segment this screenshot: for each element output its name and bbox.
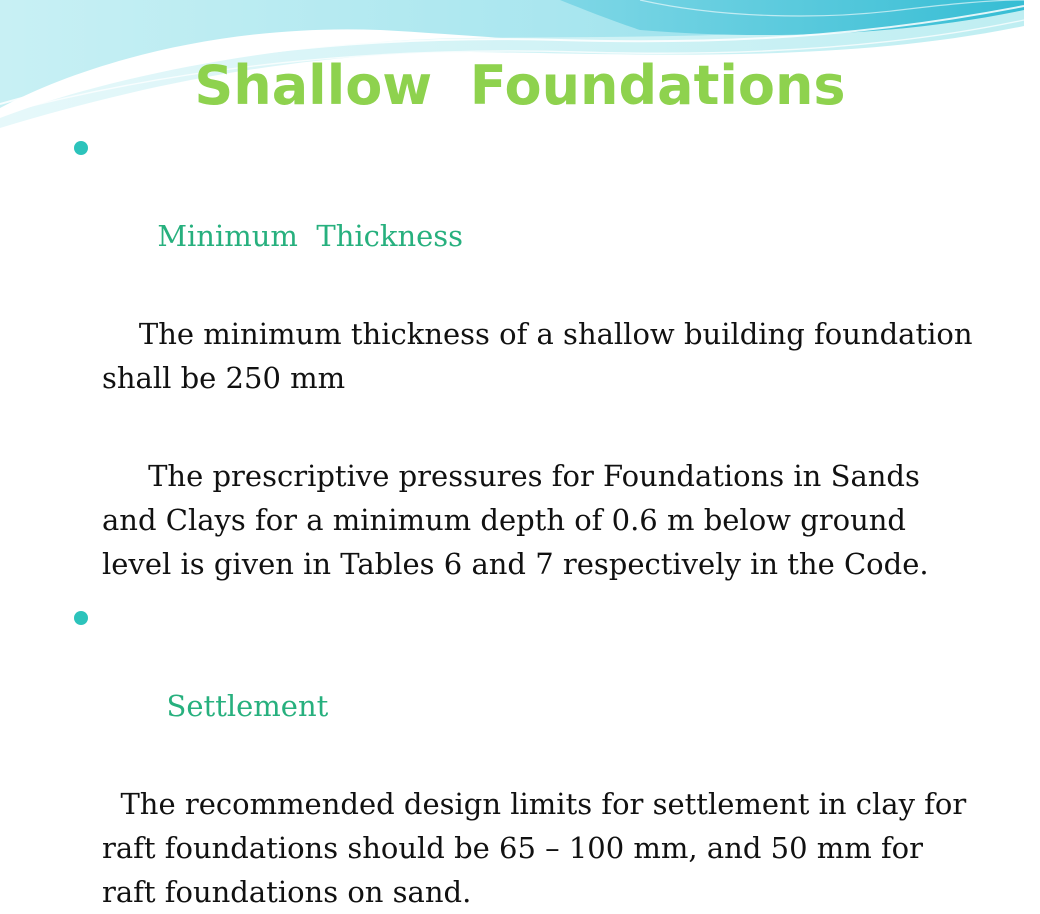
bullet-heading-settlement [72, 596, 982, 772]
bullet-dot-icon [74, 141, 88, 155]
slide-title: Shallow Foundations [194, 54, 846, 117]
bullet-heading-minimum-thickness [72, 126, 982, 302]
paragraph-settlement: The recommended design limits for settlement in clay for raft foundations should be 65 – 100 mm, and 50 mm for raft foundations on sand. [102, 787, 976, 909]
slide-body [72, 126, 982, 914]
paragraph-minimum-thickness: The minimum thickness of a shallow building foundation shall be 250 mm [102, 317, 982, 395]
bullet-dot-icon [74, 611, 88, 625]
paragraph-prescriptive-pressures: The prescriptive pressures for Foundations in Sands and Clays for a minimum depth of 0.6 m below ground level is given in Tables 6 and 7 respectively in the Code. [102, 459, 930, 581]
section-heading: Minimum Thickness [157, 219, 464, 253]
section-heading: Settlement [157, 689, 329, 723]
